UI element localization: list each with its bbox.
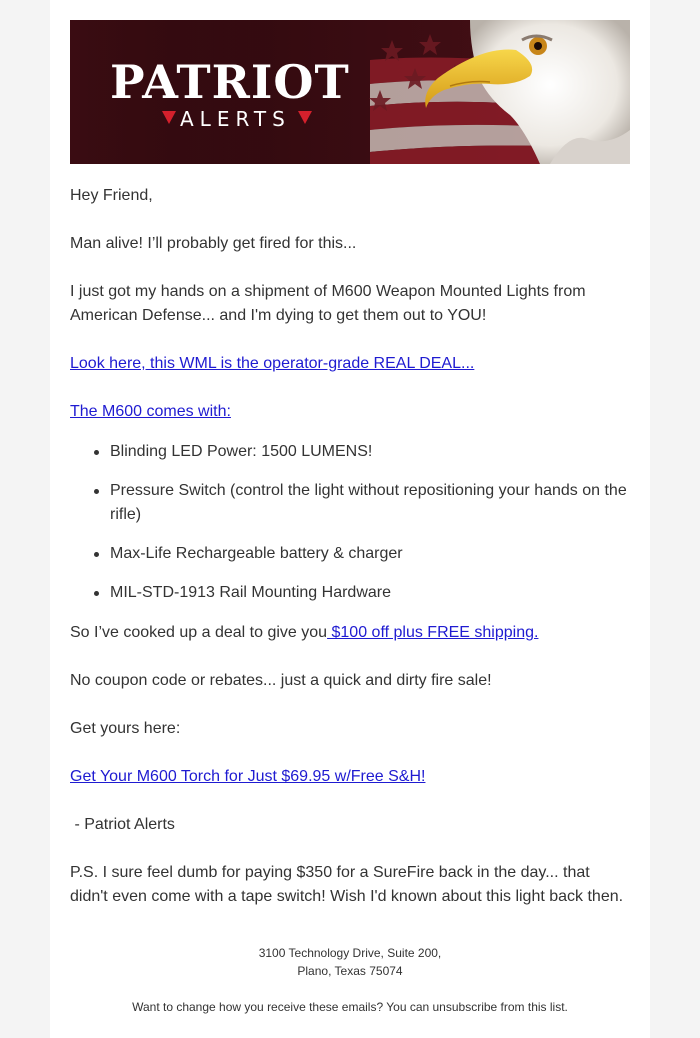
get-yours-line: Get yours here: [70, 720, 181, 737]
header-banner [70, 20, 630, 164]
postscript: P.S. I sure feel dumb for paying $350 for a SureFire back in the day... that didn't even come with a tape switch! Wish I'd known about this light back then. [70, 864, 624, 905]
greeting: Hey Friend, [70, 187, 153, 204]
feature-item: MIL-STD-1913 Rail Mounting Hardware [70, 581, 630, 605]
no-coupon-line: No coupon code or rebates... just a quick and dirty fire sale! [70, 672, 492, 689]
deal-paragraph [70, 621, 538, 645]
look-here-link[interactable]: Look here, this WML is the operator-grade REAL DEAL... [70, 355, 475, 372]
deal-link[interactable]: $100 off plus FREE shipping. [327, 624, 539, 641]
address-line-2: Plano, Texas 75074 [297, 964, 403, 978]
logo-sub-text: ALERTS [180, 107, 291, 131]
signoff: - Patriot Alerts [70, 816, 175, 833]
feature-item: Pressure Switch (control the light without repositioning your hands on the rifle) [70, 479, 630, 527]
comes-with-link[interactable]: The M600 comes with: [70, 403, 231, 420]
deal-prefix: So I’ve cooked up a deal to give you [70, 624, 328, 641]
intro-line: Man alive! I’ll probably get fired for this... [70, 235, 357, 252]
unsubscribe-text: Want to change how you receive these emails? You can unsubscribe from this list. [132, 1000, 568, 1014]
feature-item: Max-Life Rechargeable battery & charger [70, 542, 630, 566]
banner-graphic [70, 20, 630, 164]
footer-address [50, 944, 650, 980]
feature-item: Blinding LED Power: 1500 LUMENS! [70, 440, 630, 464]
logo-main-text: PATRIOT [110, 55, 350, 109]
address-line-1: 3100 Technology Drive, Suite 200, [258, 946, 442, 960]
feature-list [70, 440, 630, 620]
email-card [50, 0, 650, 1038]
cta-link[interactable]: Get Your M600 Torch for Just $69.95 w/Free S&H! [70, 768, 426, 785]
shipment-paragraph: I just got my hands on a shipment of M600 Weapon Mounted Lights from American Defense... and I'm dying to get them out to YOU! [70, 283, 586, 324]
